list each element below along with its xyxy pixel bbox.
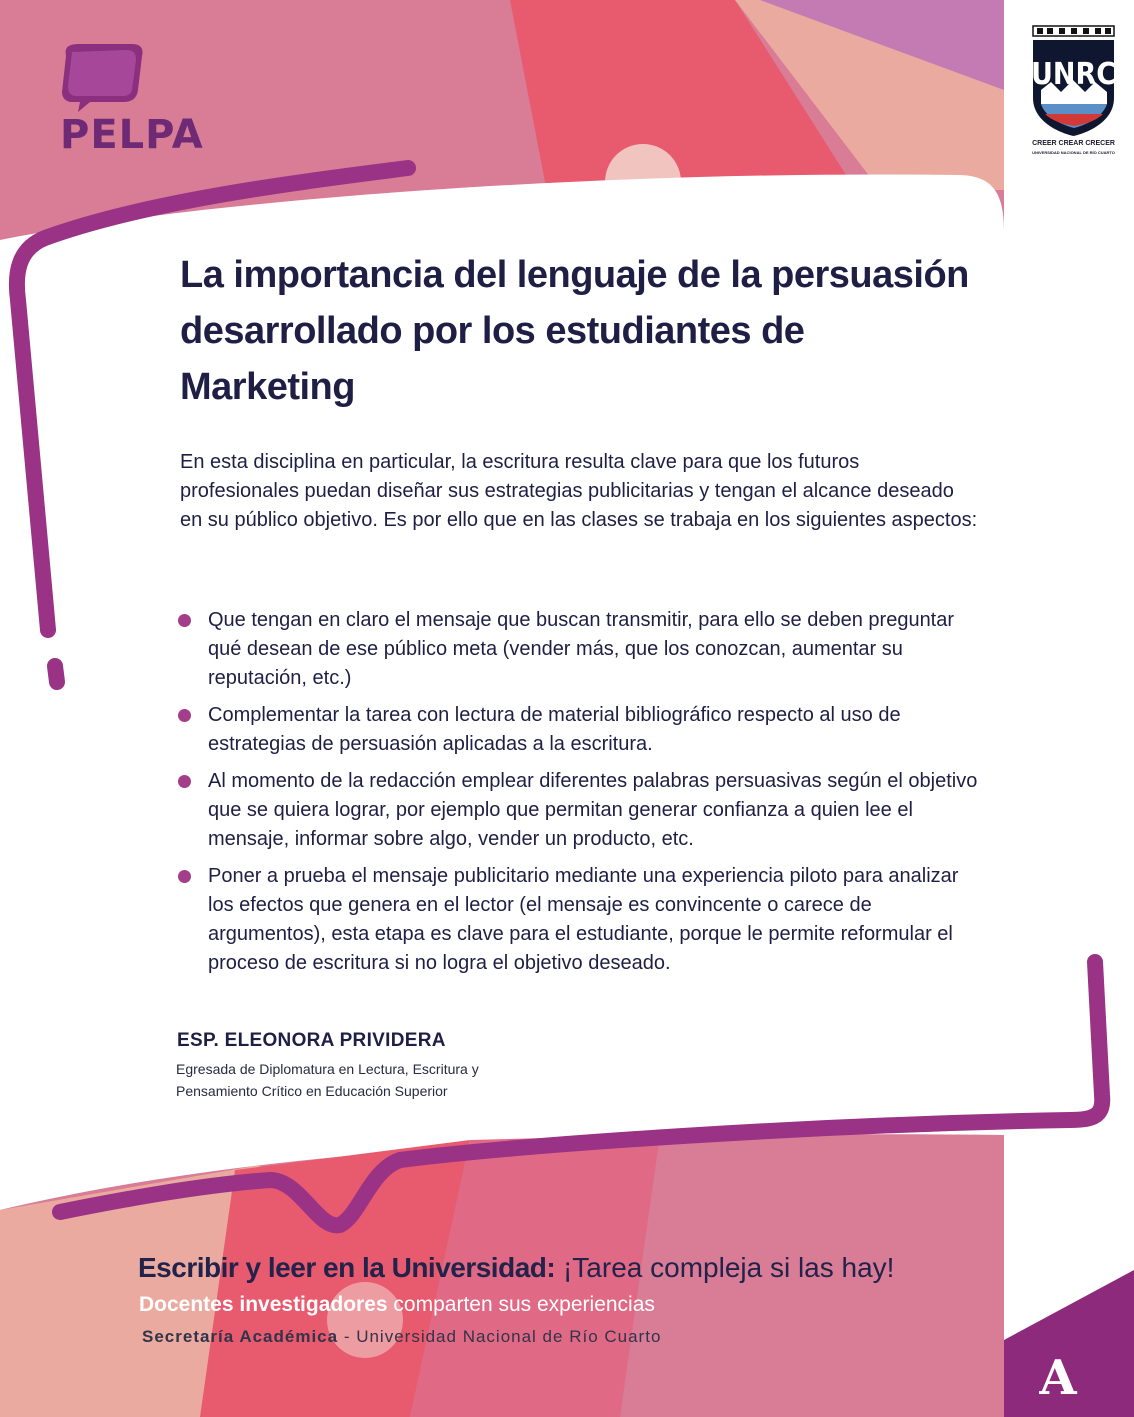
list-item xyxy=(178,862,978,978)
list-item-text: Al momento de la redacción emplear diferentes palabras persuasivas según el objetivo que se quiera lograr, por ejemplo que permitan generar confianza a quien lee el mensaje, informar sobre algo, vender un producto, etc. xyxy=(208,770,978,850)
series-title-rest: ¡Tarea compleja si las hay! xyxy=(555,1252,895,1283)
series-subtitle-bold: Docentes investigadores xyxy=(139,1293,388,1316)
author-name: ESP. ELEONORA PRIVIDERA xyxy=(177,1030,446,1051)
list-item-text: Que tengan en claro el mensaje que buscan transmitir, para ello se deben preguntar qué desean de ese público meta (vender más, que los conozcan, aumentar su reputación, etc.) xyxy=(208,609,955,689)
series-subtitle-rest: comparten sus experiencias xyxy=(387,1293,655,1316)
academic-a-logo: A xyxy=(1039,1350,1077,1406)
university-acronym: UNRC xyxy=(1031,57,1117,92)
bullet-dot-icon xyxy=(178,775,191,788)
secretaria-bold: Secretaría Académica xyxy=(142,1327,339,1346)
list-item xyxy=(178,606,978,693)
university-motto: CREER CREAR CRECER xyxy=(1032,140,1115,147)
bullet-dot-icon xyxy=(178,614,191,627)
aspects-list xyxy=(178,606,978,986)
brand-name: PELPA xyxy=(60,112,204,158)
series-title xyxy=(138,1252,894,1284)
speech-bubble-icon xyxy=(56,42,146,114)
author-description xyxy=(176,1058,576,1102)
university-fullname: UNIVERSIDAD NACIONAL DE RÍO CUARTO xyxy=(1032,150,1115,155)
list-item-text: Complementar la tarea con lectura de material bibliográfico respecto al uso de estrategias de persuasión aplicadas a la escritura. xyxy=(208,704,901,755)
series-subtitle xyxy=(139,1293,655,1317)
article-title: La importancia del lenguaje de la persuasión desarrollado por los estudiantes de Marketing xyxy=(180,254,969,408)
secretaria-line xyxy=(142,1327,661,1347)
bullet-dot-icon xyxy=(178,709,191,722)
secretaria-rest: - Universidad Nacional de Río Cuarto xyxy=(338,1327,662,1346)
series-title-bold: Escribir y leer en la Universidad: xyxy=(138,1252,556,1283)
list-item xyxy=(178,767,978,854)
author-desc-line: Pensamiento Crítico en Educación Superior xyxy=(176,1083,448,1099)
article-intro: En esta disciplina en particular, la escritura resulta clave para que los futuros profesionales puedan diseñar sus estrategias publicitarias y tengan el alcance deseado en su público objetivo. Es por ello que en las clases se trabaja en los siguientes aspectos: xyxy=(180,451,978,531)
bullet-dot-icon xyxy=(178,870,191,883)
author-desc-line: Egresada de Diplomatura en Lectura, Escritura y xyxy=(176,1061,479,1077)
list-item xyxy=(178,701,978,759)
list-item-text: Poner a prueba el mensaje publicitario mediante una experiencia piloto para analizar los efectos que genera en el lector (el mensaje es convincente o carece de argumentos), esta etapa es clave para el estudiante, porque le permite reformular el proceso de escritura si no logra el objetivo deseado. xyxy=(208,865,959,974)
